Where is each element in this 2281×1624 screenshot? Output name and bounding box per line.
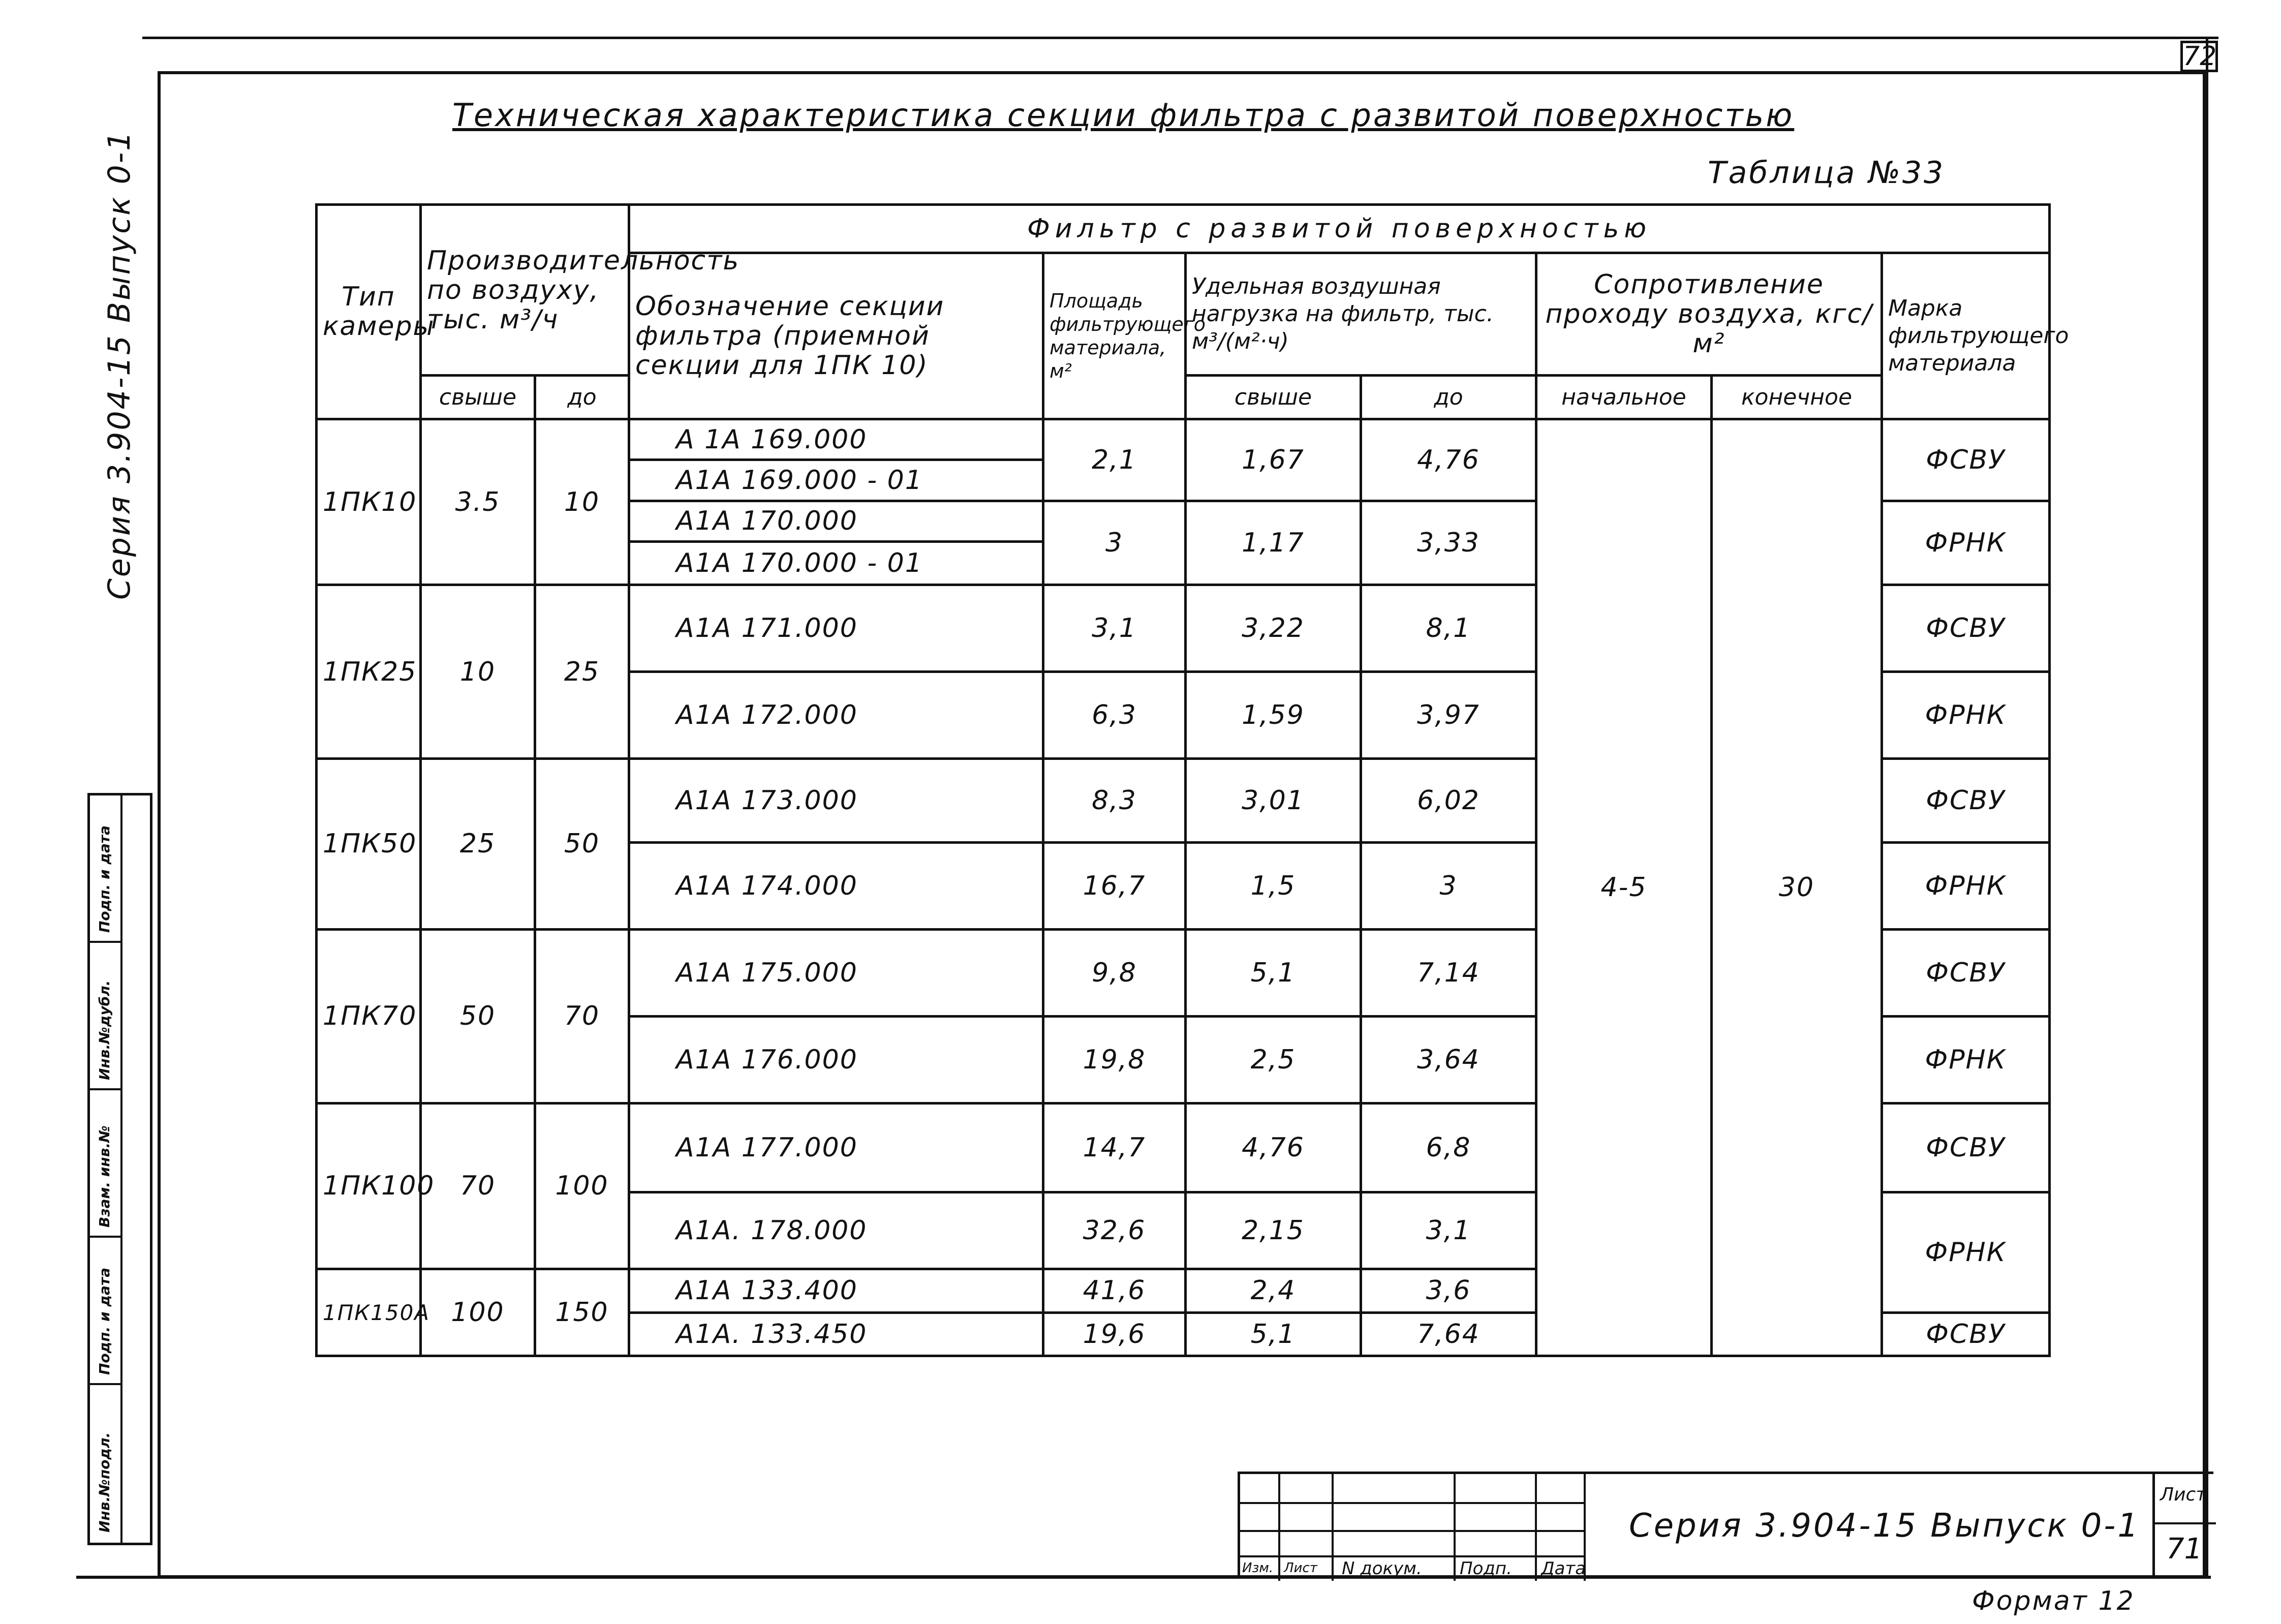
cell-designation: А1А 172.000 <box>629 672 1043 759</box>
cell-area: 32,6 <box>1043 1192 1186 1269</box>
cell-load-to: 3,33 <box>1361 501 1536 585</box>
cell-type: 1ПК50 <box>317 758 421 929</box>
cell-over: 3.5 <box>421 419 535 585</box>
stamp-label: Инв.№дубл. <box>96 980 113 1080</box>
cell-designation: А1А 173.000 <box>629 758 1043 843</box>
cell-type: 1ПК100 <box>317 1103 421 1269</box>
header-designation: Обозначение секции фильтра (приемной секции для 1ПК 10) <box>629 253 1043 419</box>
cell-brand: ФСВУ <box>1882 758 2050 843</box>
cell-over: 50 <box>421 930 535 1104</box>
title-block-series: Серия 3.904-15 Выпуск 0-1 <box>1629 1507 2141 1545</box>
cell-brand: ФРНК <box>1882 672 2050 759</box>
cell-brand: ФРНК <box>1882 843 2050 930</box>
filter-spec-table <box>315 203 2069 1357</box>
grid-line <box>1278 1474 1280 1581</box>
grid-line <box>1240 1502 1586 1504</box>
cell-to: 10 <box>535 419 629 585</box>
cell-area: 14,7 <box>1043 1103 1186 1192</box>
cell-load-to: 7,14 <box>1361 930 1536 1017</box>
cell-area: 6,3 <box>1043 672 1186 759</box>
cell-to: 50 <box>535 758 629 929</box>
cell-load-over: 1,5 <box>1186 843 1361 930</box>
grid-line <box>1332 1474 1334 1581</box>
revision-grid <box>1238 1472 1586 1579</box>
cell-load-over: 5,1 <box>1186 930 1361 1017</box>
cell-load-over: 2,15 <box>1186 1192 1361 1269</box>
cell-over: 70 <box>421 1103 535 1269</box>
header-filter-group: Фильтр с развитой поверхностью <box>629 205 2050 253</box>
cell-area: 8,3 <box>1043 758 1186 843</box>
table-label: Таблица №33 <box>1708 155 1946 191</box>
stamp-label: Подп. и дата <box>96 1267 113 1375</box>
header-load: Удельная воздушная нагрузка на фильтр, тыс. м³/(м²·ч) <box>1186 253 1536 376</box>
cell-load-over: 2,4 <box>1186 1269 1361 1312</box>
cell-area: 19,6 <box>1043 1312 1186 1356</box>
header-capacity: Производительность по воздуху, тыс. м³/ч <box>421 205 629 376</box>
cell-type: 1ПК10 <box>317 419 421 585</box>
stamp-divider <box>120 795 122 1543</box>
header-load-over: свыше <box>1186 376 1361 419</box>
grid-line <box>1454 1474 1456 1581</box>
cell-load-to: 3,64 <box>1361 1016 1536 1103</box>
cell-designation: А1А 170.000 - 01 <box>629 541 1043 585</box>
sheet-label: Лист <box>2160 1484 2207 1505</box>
cell-load-over: 1,17 <box>1186 501 1361 585</box>
stamp-label: Взам. инв.№ <box>96 1125 113 1228</box>
stamp-field <box>90 1385 120 1543</box>
cell-designation: А 1А 169.000 <box>629 419 1043 459</box>
grid-line <box>1240 1530 1586 1532</box>
cell-area: 3,1 <box>1043 585 1186 672</box>
header-to: до <box>535 376 629 419</box>
grid-line <box>1240 1555 1586 1557</box>
cell-area: 41,6 <box>1043 1269 1186 1312</box>
header-over: свыше <box>421 376 535 419</box>
tb-col-label: Лист <box>1284 1560 1317 1576</box>
stamp-label: Подп. и дата <box>96 825 113 933</box>
stamp-field <box>90 1238 120 1385</box>
cell-load-over: 1,67 <box>1186 419 1361 501</box>
header-row <box>317 205 2050 253</box>
cell-to: 100 <box>535 1103 629 1269</box>
tb-col-label: Дата <box>1541 1558 1586 1579</box>
cell-resistance-initial: 4-5 <box>1536 419 1712 1356</box>
stamp-field <box>90 943 120 1090</box>
cell-designation: А1А 170.000 <box>629 501 1043 541</box>
cell-brand: ФРНК <box>1882 501 2050 585</box>
sheet-box-divider <box>2155 1522 2216 1524</box>
stamp-label: Инв.№подл. <box>96 1432 113 1533</box>
right-edge-line <box>2206 37 2208 1577</box>
cell-area: 2,1 <box>1043 419 1186 501</box>
header-load-to: до <box>1361 376 1536 419</box>
cell-load-to: 4,76 <box>1361 419 1536 501</box>
cell-type: 1ПК25 <box>317 585 421 759</box>
cell-load-over: 3,01 <box>1186 758 1361 843</box>
cell-load-over: 1,59 <box>1186 672 1361 759</box>
table-row <box>317 419 2050 459</box>
header-area: Площадь фильтрующего материала, м² <box>1043 253 1186 419</box>
grid-line <box>1535 1474 1537 1581</box>
stamp-field <box>90 795 120 943</box>
cell-designation: А1А. 178.000 <box>629 1192 1043 1269</box>
cell-load-to: 3,1 <box>1361 1192 1536 1269</box>
cell-load-to: 8,1 <box>1361 585 1536 672</box>
cell-load-to: 3,6 <box>1361 1269 1536 1312</box>
cell-load-over: 2,5 <box>1186 1016 1361 1103</box>
document-title: Техническая характеристика секции фильтра с развитой поверхностью <box>452 97 1795 134</box>
cell-load-over: 3,22 <box>1186 585 1361 672</box>
cell-over: 10 <box>421 585 535 759</box>
cell-brand: ФРНК <box>1882 1016 2050 1103</box>
tb-col-label: Изм. <box>1242 1560 1274 1576</box>
cell-area: 16,7 <box>1043 843 1186 930</box>
sheet-box <box>2152 1472 2213 1578</box>
cell-load-to: 6,8 <box>1361 1103 1536 1192</box>
cell-brand: ФСВУ <box>1882 930 2050 1017</box>
side-stamp <box>87 793 152 1545</box>
cell-load-over: 5,1 <box>1186 1312 1361 1356</box>
sheet-value: 71 <box>2166 1533 2203 1566</box>
sheet-number-top: 72 <box>2180 41 2218 72</box>
cell-area: 9,8 <box>1043 930 1186 1017</box>
tb-col-label: Подп. <box>1460 1558 1512 1579</box>
cell-brand: ФРНК <box>1882 1192 2050 1312</box>
cell-brand: ФСВУ <box>1882 1312 2050 1356</box>
tb-col-label: N докум. <box>1342 1558 1422 1579</box>
cell-load-to: 3 <box>1361 843 1536 930</box>
cell-load-to: 3,97 <box>1361 672 1536 759</box>
cell-designation: А1А 133.400 <box>629 1269 1043 1312</box>
side-series-label: Серия 3.904-15 Выпуск 0-1 <box>102 130 137 600</box>
cell-resistance-final: 30 <box>1712 419 1882 1356</box>
cell-designation: А1А 177.000 <box>629 1103 1043 1192</box>
cell-area: 3 <box>1043 501 1186 585</box>
cell-type: 1ПК150А <box>317 1269 421 1356</box>
cell-over: 25 <box>421 758 535 929</box>
cell-to: 25 <box>535 585 629 759</box>
header-final: конечное <box>1712 376 1882 419</box>
header-resistance: Сопротивление проходу воздуха, кгс/м² <box>1536 253 1882 376</box>
format-label: Формат 12 <box>1972 1586 2135 1616</box>
cell-to: 150 <box>535 1269 629 1356</box>
cell-area: 19,8 <box>1043 1016 1186 1103</box>
cell-load-to: 7,64 <box>1361 1312 1536 1356</box>
cell-designation: А1А 174.000 <box>629 843 1043 930</box>
header-brand: Марка фильтрующего материала <box>1882 253 2050 419</box>
cell-brand: ФСВУ <box>1882 1103 2050 1192</box>
cell-designation: А1А. 133.450 <box>629 1312 1043 1356</box>
cell-to: 70 <box>535 930 629 1104</box>
stamp-field <box>90 1090 120 1238</box>
cell-brand: ФСВУ <box>1882 419 2050 501</box>
cell-over: 100 <box>421 1269 535 1356</box>
top-edge-line <box>142 37 2218 39</box>
cell-type: 1ПК70 <box>317 930 421 1104</box>
cell-brand: ФСВУ <box>1882 585 2050 672</box>
cell-designation: А1А 169.000 - 01 <box>629 460 1043 501</box>
cell-designation: А1А 171.000 <box>629 585 1043 672</box>
title-block <box>1238 1472 2213 1578</box>
cell-load-over: 4,76 <box>1186 1103 1361 1192</box>
cell-designation: А1А 175.000 <box>629 930 1043 1017</box>
header-type: Тип камеры <box>317 205 421 419</box>
cell-load-to: 6,02 <box>1361 758 1536 843</box>
header-initial: начальное <box>1536 376 1712 419</box>
cell-designation: А1А 176.000 <box>629 1016 1043 1103</box>
